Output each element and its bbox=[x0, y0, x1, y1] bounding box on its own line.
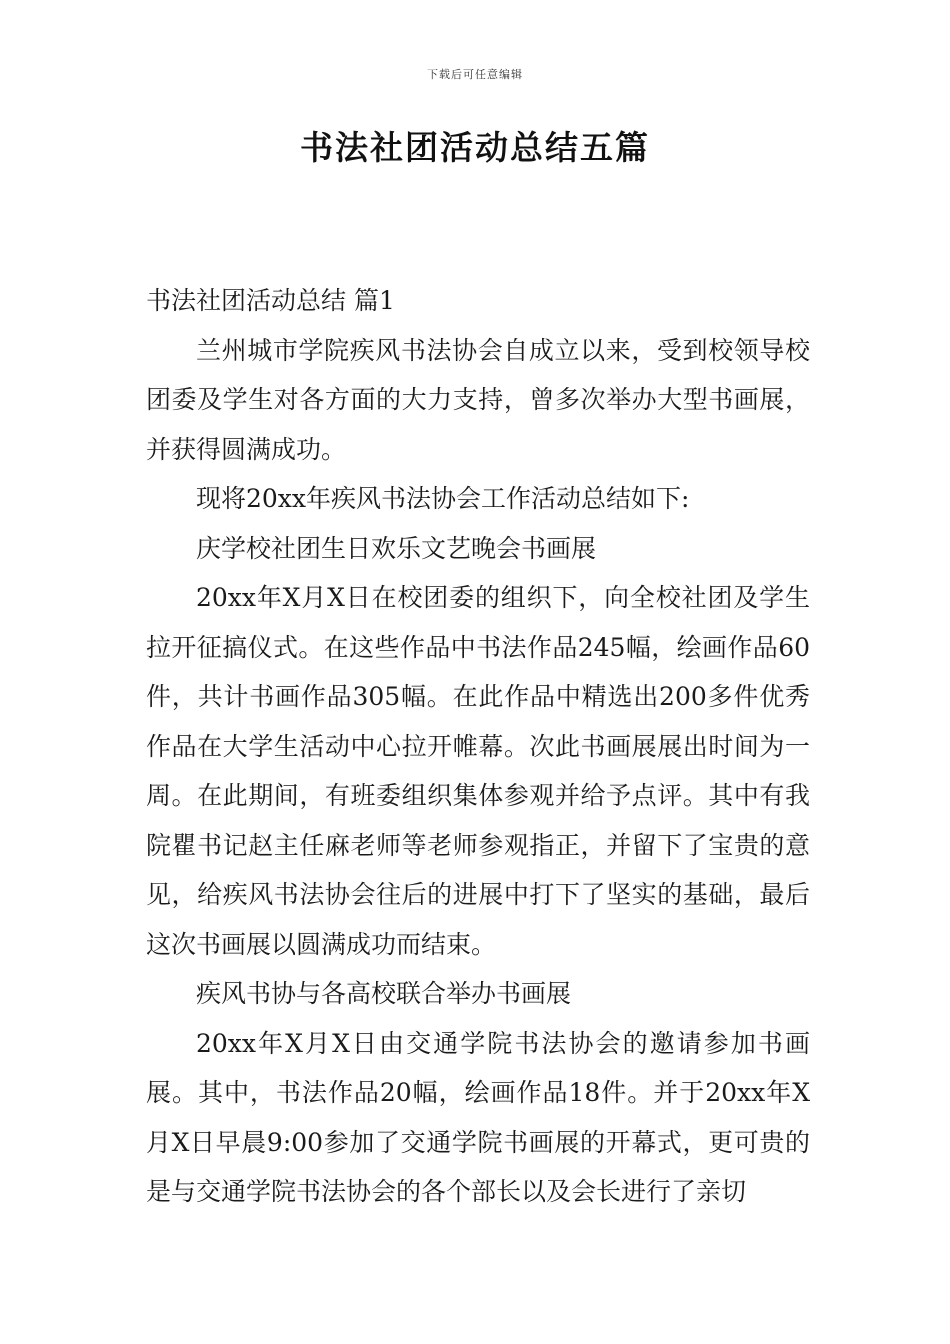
document-title: 书法社团活动总结五篇 bbox=[300, 128, 650, 167]
subheading-joint-exhibition: 疾风书协与各高校联合举办书画展 bbox=[196, 979, 572, 1008]
paragraph-intro: 兰州城市学院疾风书法协会自成立以来，受到校领导校团委及学生对各方面的大力支持，曾多次举办大型书画展，并获得圆满成功。 bbox=[146, 335, 810, 464]
document-body bbox=[146, 276, 810, 1217]
paragraph-joint-exhibition: 20xx年X月X日由交通学院书法协会的邀请参加书画展。其中，书法作品20幅，绘画作品18件。并于20xx年X月X日早晨9:00参加了交通学院书画展的开幕式，更可贵的是与交通学院书法协会的各个部长以及会长进行了亲切 bbox=[146, 1028, 810, 1206]
paragraph-birthday-exhibition: 20xx年X月X日在校团委的组织下，向全校社团及学生拉开征搞仪式。在这些作品中书法作品245幅，绘画作品60件，共计书画作品305幅。在此作品中精选出200多件优秀作品在大学生活动中心拉开帷幕。次此书画展展出时间为一周。在此期间，有班委组织集体参观并给予点评。其中有我院瞿书记赵主任麻老师等老师参观指正，并留下了宝贵的意见，给疾风书法协会往后的进展中打下了坚实的基础，最后这次书画展以圆满成功而结束。 bbox=[146, 583, 810, 959]
section-heading: 书法社团活动总结 篇1 bbox=[146, 286, 395, 315]
subheading-birthday-exhibition: 庆学校社团生日欢乐文艺晚会书画展 bbox=[196, 533, 597, 563]
paragraph-summary-lead: 现将20xx年疾风书法协会工作活动总结如下: bbox=[196, 484, 690, 513]
download-note: 下载后可任意编辑 bbox=[427, 68, 523, 81]
